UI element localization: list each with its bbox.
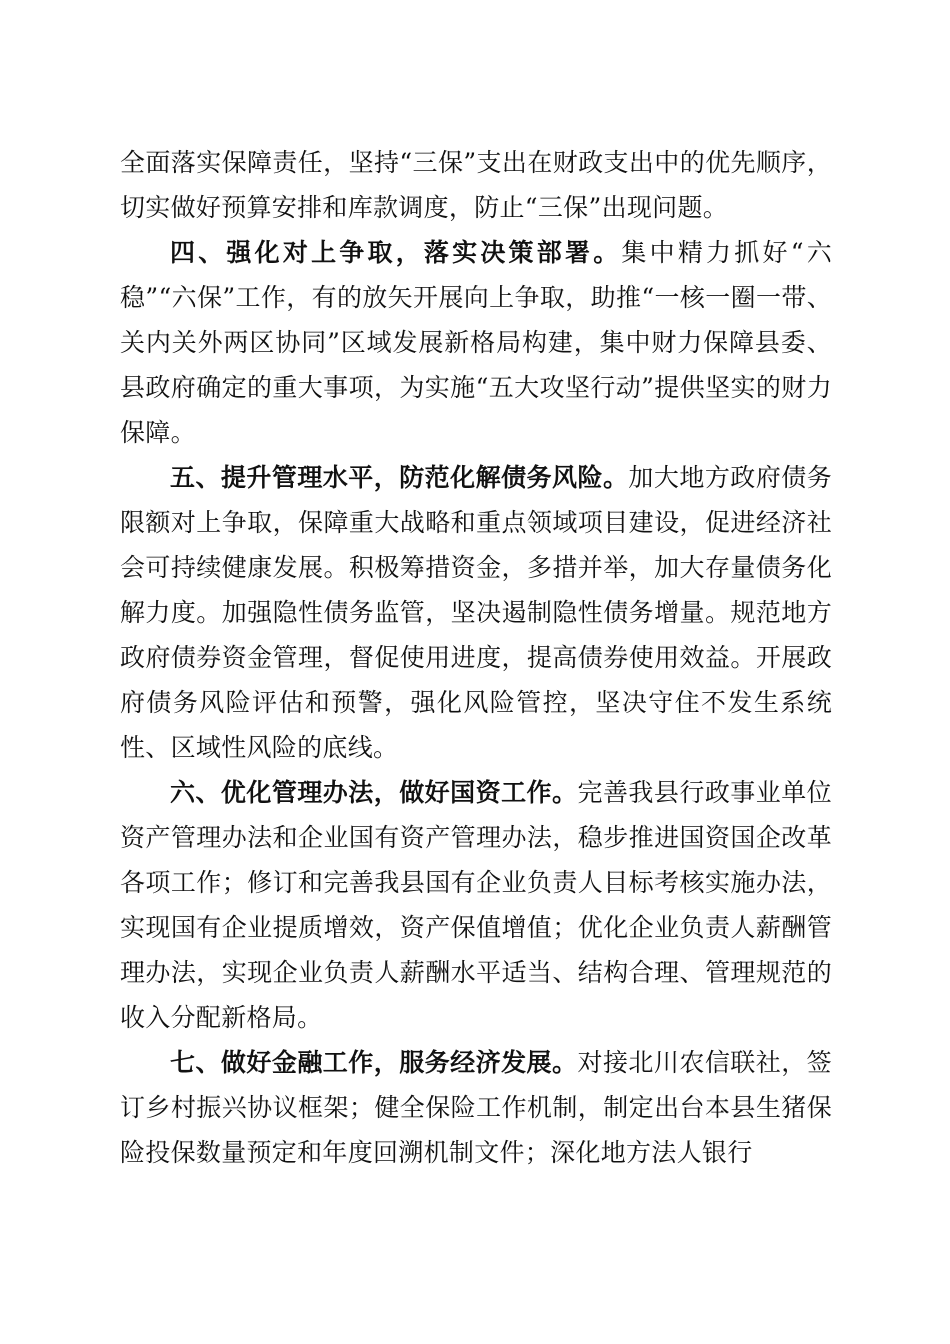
paragraph-continuation (120, 140, 832, 230)
section-heading: 七、做好金融工作，服务经济发展。 (170, 1048, 578, 1077)
paragraph-section-6 (120, 770, 832, 1040)
paragraph-section-5 (120, 455, 832, 770)
paragraph-text: 集中精力抓好“六稳”“六保”工作，有的放矢开展向上争取，助推“一核一圈一带、关内关外两区协同”区域发展新格局构建，集中财力保障县委、县政府确定的重大事项，为实施“五大攻坚行动”提供坚实的财力保障。 (120, 238, 833, 447)
paragraph-text: 完善我县行政事业单位资产管理办法和企业国有资产管理办法，稳步推进国资国企改革各项工作；修订和完善我县国有企业负责人目标考核实施办法，实现国有企业提质增效，资产保值增值；优化企业负责人薪酬管理办法，实现企业负责人薪酬水平适当、结构合理、管理规范的收入分配新格局。 (120, 778, 832, 1032)
document-body (120, 140, 832, 1175)
paragraph-section-4 (120, 230, 832, 455)
section-heading: 四、强化对上争取，落实决策部署。 (170, 238, 622, 267)
paragraph-text: 全面落实保障责任，坚持“三保”支出在财政支出中的优先顺序，切实做好预算安排和库款调度，防止“三保”出现问题。 (120, 148, 832, 222)
paragraph-text: 对接北川农信联社，签订乡村振兴协议框架；健全保险工作机制，制定出台本县生猪保险投保数量预定和年度回溯机制文件；深化地方法人银行 (120, 1048, 832, 1167)
paragraph-text: 加大地方政府债务限额对上争取，保障重大战略和重点领域项目建设，促进经济社会可持续健康发展。积极筹措资金，多措并举，加大存量债务化解力度。加强隐性债务监管，坚决遏制隐性债务增量。规范地方政府债券资金管理，督促使用进度，提高债券使用效益。开展政府债务风险评估和预警，强化风险管控，坚决守住不发生系统性、区域性风险的底线。 (120, 463, 832, 762)
section-heading: 五、提升管理水平，防范化解债务风险。 (170, 463, 629, 492)
section-heading: 六、优化管理办法，做好国资工作。 (170, 778, 578, 807)
paragraph-section-7 (120, 1040, 832, 1175)
